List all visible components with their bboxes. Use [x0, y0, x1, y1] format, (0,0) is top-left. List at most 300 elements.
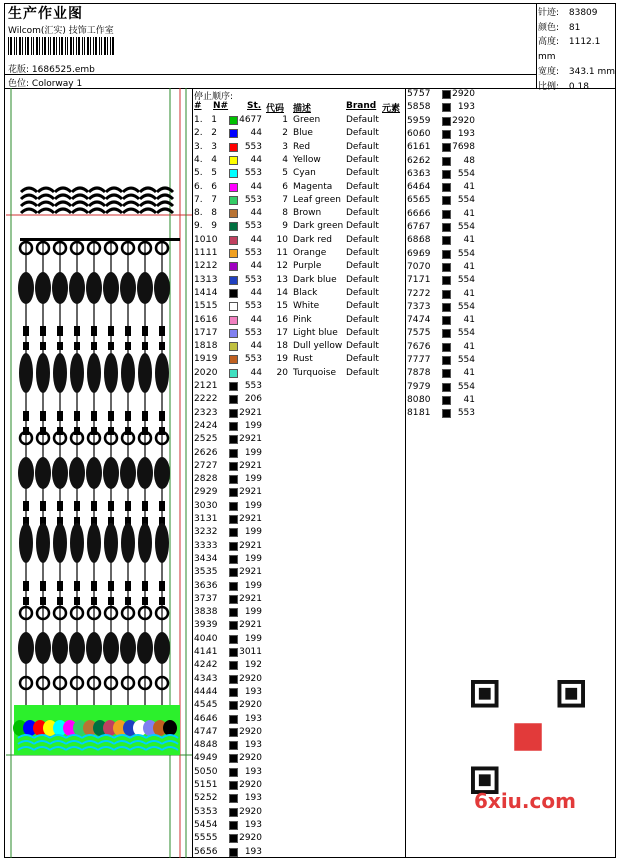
stop-color-swatch	[442, 396, 451, 405]
stop-color-swatch	[229, 222, 238, 231]
stop-stitch-count: 193	[244, 846, 262, 857]
stop-needle: 8	[211, 208, 217, 219]
stop-stitch-count: 2920	[239, 726, 262, 737]
stop-number: 48.	[194, 740, 209, 751]
stop-number: 52.	[194, 793, 209, 804]
stop-stitch-count: 199	[244, 580, 262, 591]
stop-color-swatch	[442, 236, 451, 245]
stop-needle: 27	[206, 460, 218, 471]
stop-stitch-count: 41	[463, 368, 475, 379]
stop-number: 76.	[407, 341, 422, 352]
stop-color-swatch	[442, 343, 451, 352]
stop-number: 37.	[194, 593, 209, 604]
stop-color-swatch	[229, 342, 238, 351]
stop-color-swatch	[442, 130, 451, 139]
palette-description: Blue	[293, 128, 313, 139]
stop-stitch-count: 41	[463, 394, 475, 405]
palette-brand: Default	[346, 154, 379, 165]
stop-stitch-count: 48	[463, 155, 475, 166]
palette-code: 13	[276, 274, 288, 285]
stop-needle: 64	[419, 182, 431, 193]
stop-needle: 15	[206, 301, 218, 312]
stop-stitch-count: 44	[250, 367, 262, 378]
stop-needle: 5	[211, 168, 217, 179]
stop-needle: 25	[206, 434, 218, 445]
stop-needle: 72	[419, 288, 431, 299]
stop-number: 8.	[194, 208, 203, 219]
stop-stitch-count: 41	[463, 208, 475, 219]
stop-needle: 1	[211, 115, 217, 125]
stop-color-swatch	[229, 156, 238, 165]
palette-code: 2	[282, 128, 288, 139]
stop-number: 43.	[194, 673, 209, 684]
stop-color-swatch	[229, 741, 238, 750]
stop-stitch-count: 2921	[239, 407, 262, 418]
stop-color-swatch	[442, 303, 451, 312]
stop-color-swatch	[442, 250, 451, 259]
stop-number: 5.	[194, 168, 203, 179]
palette-code: 12	[276, 261, 288, 272]
stop-number: 40.	[194, 633, 209, 644]
stop-stitch-count: 2921	[239, 460, 262, 471]
stop-number: 66.	[407, 208, 422, 219]
stop-stitch-count: 41	[463, 315, 475, 326]
stop-number: 55.	[194, 833, 209, 844]
colorway-label: 色位:	[8, 79, 30, 89]
stop-needle: 53	[206, 806, 218, 817]
design-value: 1686525.emb	[31, 65, 95, 75]
stop-number: 13.	[194, 274, 209, 285]
colorway-value: Colorway 1	[31, 79, 83, 89]
stop-needle: 62	[419, 155, 431, 166]
palette-description: Dark green	[293, 221, 344, 232]
stop-needle: 78	[419, 368, 431, 379]
spec-value: 343.1 mm	[568, 66, 616, 77]
stop-number: 68.	[407, 235, 422, 246]
palette-description: Leaf green	[293, 194, 341, 205]
palette-code: 8	[282, 208, 288, 219]
stop-stitch-count: 553	[244, 221, 262, 232]
stop-stitch-count: 553	[244, 301, 262, 312]
stop-number: 21.	[194, 381, 209, 391]
stop-color-swatch	[229, 409, 238, 418]
col-st: St.	[247, 101, 262, 111]
stop-number: 67.	[407, 222, 422, 232]
stop-color-swatch	[229, 129, 238, 138]
stop-stitch-count: 199	[244, 607, 262, 618]
stop-color-swatch	[229, 316, 238, 325]
stop-stitch-count: 44	[250, 154, 262, 165]
stop-needle: 33	[206, 540, 218, 551]
stop-needle: 63	[419, 168, 431, 179]
stop-needle: 81	[419, 408, 431, 419]
stop-stitch-count: 44	[250, 128, 262, 139]
company-name: Wilcom(汇实) 技饰工作室	[8, 26, 114, 36]
stop-needle: 76	[419, 341, 431, 352]
stop-number: 34.	[194, 553, 209, 564]
stop-color-swatch	[229, 488, 238, 497]
stop-stitch-count: 2920	[452, 89, 475, 99]
stop-color-swatch	[229, 608, 238, 617]
palette-code: 20	[276, 367, 288, 378]
stop-needle: 22	[206, 394, 218, 405]
stop-stitch-count: 193	[457, 102, 475, 113]
palette-brand: Default	[346, 274, 379, 285]
spec-row	[538, 6, 620, 21]
stop-stitch-count: 44	[250, 341, 262, 352]
palette-brand: Default	[346, 261, 379, 272]
stop-color-swatch	[229, 595, 238, 604]
stop-stitch-count: 2920	[239, 673, 262, 684]
stop-color-swatch	[442, 170, 451, 179]
stop-number: 35.	[194, 567, 209, 578]
palette-brand: Default	[346, 248, 379, 258]
stop-needle: 13	[206, 274, 218, 285]
stop-needle: 7	[211, 194, 217, 205]
stop-stitch-count: 193	[244, 793, 262, 804]
stop-needle: 31	[206, 514, 218, 524]
stop-number: 65.	[407, 195, 422, 206]
stop-number: 77.	[407, 355, 422, 365]
stop-needle: 29	[206, 487, 218, 498]
stop-number: 28.	[194, 474, 209, 485]
stop-color-swatch	[442, 117, 451, 126]
stop-needle: 50	[206, 766, 218, 777]
stop-number: 7.	[194, 194, 203, 205]
col-brand: Brand	[346, 101, 377, 111]
stop-color-swatch	[442, 223, 451, 232]
stop-stitch-count: 2920	[452, 115, 475, 126]
stop-needle: 24	[206, 420, 218, 431]
stop-needle: 37	[206, 593, 218, 604]
stop-stitch-count: 199	[244, 553, 262, 564]
stop-number: 61.	[407, 142, 422, 153]
stop-needle: 30	[206, 500, 218, 511]
stop-color-swatch	[442, 90, 451, 99]
stop-number: 24.	[194, 420, 209, 431]
embroidery-design-preview	[6, 88, 192, 858]
stop-stitch-count: 2920	[239, 806, 262, 817]
stop-needle: 60	[419, 128, 431, 139]
palette-brand: Default	[346, 141, 379, 152]
stop-number: 50.	[194, 766, 209, 777]
spec-value: 83809	[568, 8, 598, 18]
stop-stitch-count: 206	[244, 394, 262, 405]
stop-color-swatch	[229, 661, 238, 670]
stop-needle: 45	[206, 700, 218, 711]
palette-brand: Default	[346, 115, 379, 125]
stop-stitch-count: 2920	[239, 700, 262, 711]
stop-stitch-count: 199	[244, 474, 262, 485]
stop-number: 69.	[407, 248, 422, 259]
stop-number: 62.	[407, 155, 422, 166]
stop-stitch-count: 554	[457, 275, 475, 286]
palette-description: Orange	[293, 248, 327, 258]
stop-sequence-label: 停止顺序:	[194, 92, 234, 102]
stop-stitch-count: 2920	[239, 780, 262, 790]
stop-number: 12.	[194, 261, 209, 272]
palette-brand: Default	[346, 301, 379, 312]
palette-description: Purple	[293, 261, 322, 272]
stop-stitch-count: 553	[244, 194, 262, 205]
stop-number: 22.	[194, 394, 209, 405]
stop-number: 58.	[407, 102, 422, 113]
stop-color-swatch	[229, 183, 238, 192]
stop-number: 72.	[407, 288, 422, 299]
stop-number: 81.	[407, 408, 422, 419]
palette-description: Rust	[293, 354, 313, 365]
stop-color-swatch	[229, 834, 238, 843]
palette-description: Cyan	[293, 168, 316, 179]
spec-row	[538, 35, 620, 64]
stop-color-swatch	[229, 821, 238, 830]
stop-stitch-count: 2921	[239, 540, 262, 551]
stop-needle: 11	[206, 248, 218, 258]
stop-needle: 74	[419, 315, 431, 326]
stop-stitch-count: 2921	[239, 593, 262, 604]
palette-description: Dark blue	[293, 274, 337, 285]
stop-number: 51.	[194, 780, 209, 790]
palette-code: 15	[276, 301, 288, 312]
specs-divider	[536, 3, 537, 89]
stop-number: 39.	[194, 620, 209, 631]
stop-stitch-count: 553	[244, 274, 262, 285]
stop-number: 18.	[194, 341, 209, 352]
stop-number: 63.	[407, 168, 422, 179]
stop-color-swatch	[229, 768, 238, 777]
stop-color-swatch	[229, 302, 238, 311]
stop-color-swatch	[442, 383, 451, 392]
stop-color-swatch	[229, 475, 238, 484]
stop-stitch-count: 2920	[239, 753, 262, 764]
stop-color-swatch	[442, 196, 451, 205]
stop-color-swatch	[229, 262, 238, 271]
stop-needle: 71	[419, 275, 431, 286]
stop-stitch-count: 2920	[239, 833, 262, 844]
stop-stitch-count: 41	[463, 235, 475, 246]
stop-stitch-count: 44	[250, 261, 262, 272]
stop-needle: 28	[206, 474, 218, 485]
stop-needle: 77	[419, 355, 431, 365]
stop-color-swatch	[442, 157, 451, 166]
stop-stitch-count: 7698	[452, 142, 475, 153]
stop-color-swatch	[442, 210, 451, 219]
stop-number: 80.	[407, 394, 422, 405]
stop-number: 54.	[194, 819, 209, 830]
stop-stitch-count: 553	[244, 381, 262, 391]
stop-color-swatch	[229, 688, 238, 697]
palette-brand: Default	[346, 128, 379, 139]
stop-stitch-count: 553	[244, 168, 262, 179]
stop-stitch-count: 44	[250, 208, 262, 219]
palette-brand: Default	[346, 181, 379, 192]
stop-color-swatch	[229, 515, 238, 524]
design-file-line	[8, 62, 95, 75]
stop-stitch-count: 554	[457, 195, 475, 206]
spec-row	[538, 65, 620, 80]
stop-needle: 66	[419, 208, 431, 219]
stop-number: 23.	[194, 407, 209, 418]
stop-color-swatch	[229, 169, 238, 178]
stop-stitch-count: 193	[244, 819, 262, 830]
stop-needle: 2	[211, 128, 217, 139]
stop-needle: 42	[206, 660, 218, 671]
stop-color-swatch	[229, 329, 238, 338]
stop-stitch-count: 553	[244, 354, 262, 365]
stop-color-swatch	[229, 675, 238, 684]
stop-color-swatch	[229, 276, 238, 285]
stop-stitch-count: 199	[244, 633, 262, 644]
stop-stitch-count: 41	[463, 182, 475, 193]
stop-needle: 67	[419, 222, 431, 232]
stop-needle: 73	[419, 301, 431, 312]
stop-color-swatch	[229, 289, 238, 298]
stop-needle: 20	[206, 367, 218, 378]
stop-color-swatch	[229, 382, 238, 391]
stop-stitch-count: 193	[457, 128, 475, 139]
palette-description: Magenta	[293, 181, 333, 192]
stop-stitch-count: 44	[250, 234, 262, 245]
spec-value: 1112.1 mm	[538, 37, 601, 63]
spec-label: 针迹:	[538, 8, 560, 18]
stop-number: 9.	[194, 221, 203, 232]
stop-needle: 3	[211, 141, 217, 152]
stop-stitch-count: 41	[463, 341, 475, 352]
palette-code: 9	[282, 221, 288, 232]
stop-needle: 57	[419, 89, 431, 99]
stop-number: 46.	[194, 713, 209, 724]
palette-description: White	[293, 301, 320, 312]
stop-needle: 14	[206, 287, 218, 298]
palette-code: 14	[276, 287, 288, 298]
spec-row	[538, 80, 620, 95]
palette-brand: Default	[346, 314, 379, 325]
palette-brand: Default	[346, 208, 379, 219]
stop-color-swatch	[229, 236, 238, 245]
stop-stitch-count: 199	[244, 527, 262, 538]
palette-brand: Default	[346, 354, 379, 365]
col-element: 元素	[382, 104, 401, 114]
stop-needle: 40	[206, 633, 218, 644]
stop-needle: 41	[206, 647, 218, 657]
palette-code: 3	[282, 141, 288, 152]
stop-color-swatch	[229, 528, 238, 537]
stop-needle: 21	[206, 381, 218, 391]
stop-color-swatch	[442, 183, 451, 192]
stop-needle: 65	[419, 195, 431, 206]
stop-number: 71.	[407, 275, 422, 286]
stop-needle: 4	[211, 154, 217, 165]
stop-number: 30.	[194, 500, 209, 511]
stop-number: 17.	[194, 327, 209, 338]
stop-color-swatch	[229, 542, 238, 551]
stop-number: 11.	[194, 248, 209, 258]
stop-color-swatch	[229, 728, 238, 737]
palette-code: 4	[282, 154, 288, 165]
stop-number: 74.	[407, 315, 422, 326]
stop-needle: 58	[419, 102, 431, 113]
stop-stitch-count: 554	[457, 301, 475, 312]
stop-stitch-count: 554	[457, 381, 475, 392]
stop-stitch-count: 553	[457, 408, 475, 419]
palette-code: 7	[282, 194, 288, 205]
stop-needle: 17	[206, 327, 218, 338]
stop-needle: 49	[206, 753, 218, 764]
stop-needle: 6	[211, 181, 217, 192]
palette-brand: Default	[346, 221, 379, 232]
stop-color-swatch	[229, 422, 238, 431]
stop-color-swatch	[229, 781, 238, 790]
palette-code: 18	[276, 341, 288, 352]
stop-stitch-count: 553	[244, 141, 262, 152]
col-number: #	[194, 101, 202, 111]
stop-number: 57.	[407, 89, 422, 99]
stop-stitch-count: 2921	[239, 567, 262, 578]
stops-column-divider	[405, 88, 406, 858]
stop-stitch-count: 2921	[239, 487, 262, 498]
stop-needle: 19	[206, 354, 218, 365]
palette-code: 6	[282, 181, 288, 192]
stop-number: 64.	[407, 182, 422, 193]
stop-stitch-count: 553	[244, 327, 262, 338]
stop-needle: 59	[419, 115, 431, 126]
stop-number: 36.	[194, 580, 209, 591]
stop-stitch-count: 199	[244, 447, 262, 458]
stop-color-swatch	[229, 701, 238, 710]
stop-number: 15.	[194, 301, 209, 312]
stop-number: 3.	[194, 141, 203, 152]
stop-number: 41.	[194, 647, 209, 657]
stop-stitch-count: 193	[244, 766, 262, 777]
stop-stitch-count: 199	[244, 500, 262, 511]
stop-number: 16.	[194, 314, 209, 325]
stop-color-swatch	[229, 808, 238, 817]
palette-brand: Default	[346, 287, 379, 298]
stop-color-swatch	[229, 621, 238, 630]
stop-color-swatch	[229, 449, 238, 458]
stop-stitch-count: 193	[244, 713, 262, 724]
stop-needle: 47	[206, 726, 218, 737]
stop-needle: 10	[206, 234, 218, 245]
stop-color-swatch	[442, 290, 451, 299]
stop-stitch-count: 193	[244, 740, 262, 751]
stop-color-swatch	[442, 356, 451, 365]
palette-description: Green	[293, 115, 321, 125]
stop-number: 32.	[194, 527, 209, 538]
palette-description: Yellow	[293, 154, 321, 165]
stop-needle: 23	[206, 407, 218, 418]
stop-color-swatch	[229, 568, 238, 577]
spec-label: 颜色:	[538, 22, 560, 33]
palette-description: Pink	[293, 314, 312, 325]
stop-number: 75.	[407, 328, 422, 339]
palette-description: Red	[293, 141, 311, 152]
stop-needle: 54	[206, 819, 218, 830]
stop-needle: 36	[206, 580, 218, 591]
stop-number: 49.	[194, 753, 209, 764]
stop-number: 73.	[407, 301, 422, 312]
stop-color-swatch	[229, 196, 238, 205]
stop-needle: 80	[419, 394, 431, 405]
stop-stitch-count: 4677	[239, 115, 262, 125]
stop-color-swatch	[229, 369, 238, 378]
stop-needle: 38	[206, 607, 218, 618]
stop-needle: 69	[419, 248, 431, 259]
stop-stitch-count: 199	[244, 420, 262, 431]
stop-number: 59.	[407, 115, 422, 126]
stop-number: 10.	[194, 234, 209, 245]
stop-color-swatch	[442, 369, 451, 378]
